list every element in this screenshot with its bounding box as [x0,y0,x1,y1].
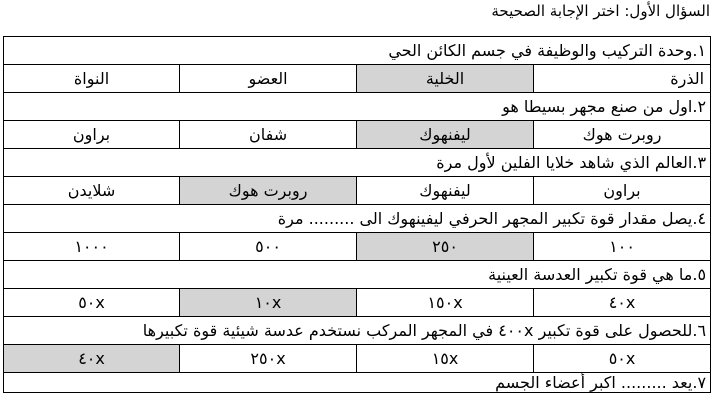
option-cell[interactable]: ١٠٠٠ [4,233,180,261]
answer-row [4,65,711,93]
option-cell-correct[interactable]: روبرت هوك [180,177,357,205]
option-cell[interactable]: ١٥٠x [357,289,534,317]
page-title: السؤال الأول: اختر الإجابة الصحيحة [491,2,710,20]
question-text: ١.وحدة التركيب والوظيفة في جسم الكائن الحي [4,37,711,65]
option-cell[interactable]: ١٠٠ [534,233,711,261]
answer-row [4,177,711,205]
question-text: ٣.العالم الذي شاهد خلايا الفلين لأول مرة [4,149,711,177]
question-row [4,205,711,233]
answer-row [4,289,711,317]
question-text: ٧.يعد ......... اكبر أعضاء الجسم [4,373,711,393]
option-cell[interactable]: ليفنهوك [357,177,534,205]
question-row [4,317,711,345]
option-cell[interactable]: براون [4,121,180,149]
option-cell[interactable]: روبرت هوك [534,121,711,149]
option-cell[interactable]: ٤٠x [534,289,711,317]
option-cell-correct[interactable]: الخلية [357,65,534,93]
option-cell-correct[interactable]: ليفنهوك [357,121,534,149]
question-text: ٦.للحصول على قوة تكبير ٤٠٠x في المجهر المركب نستخدم عدسة شيئية قوة تكبيرها [4,317,711,345]
answer-row [4,121,711,149]
question-text: ٥.ما هي قوة تكبير العدسة العينية [4,261,711,289]
option-cell[interactable]: شفان [180,121,357,149]
quiz-table [3,36,711,393]
question-text: ٤.يصل مقدار قوة تكبير المجهر الحرفي ليفينهوك الى ......... مرة [4,205,711,233]
option-cell[interactable]: شلايدن [4,177,180,205]
option-cell[interactable]: ٢٥٠x [180,345,357,373]
option-cell[interactable]: ٥٠x [4,289,180,317]
question-row [4,149,711,177]
question-row [4,261,711,289]
option-cell[interactable]: ٥٠٠ [180,233,357,261]
option-cell[interactable]: براون [534,177,711,205]
option-cell[interactable]: الذرة [534,65,711,93]
question-row [4,37,711,65]
answer-row [4,345,711,373]
question-text: ٢.اول من صنع مجهر بسيطا هو [4,93,711,121]
answer-row [4,233,711,261]
question-row [4,373,711,393]
option-cell-correct[interactable]: ٢٥٠ [357,233,534,261]
option-cell[interactable]: ١٥x [357,345,534,373]
option-cell[interactable]: ٥٠x [534,345,711,373]
question-row [4,93,711,121]
option-cell[interactable]: النواة [4,65,180,93]
option-cell-correct[interactable]: ١٠x [180,289,357,317]
option-cell-correct[interactable]: ٤٠x [4,345,180,373]
option-cell[interactable]: العضو [180,65,357,93]
